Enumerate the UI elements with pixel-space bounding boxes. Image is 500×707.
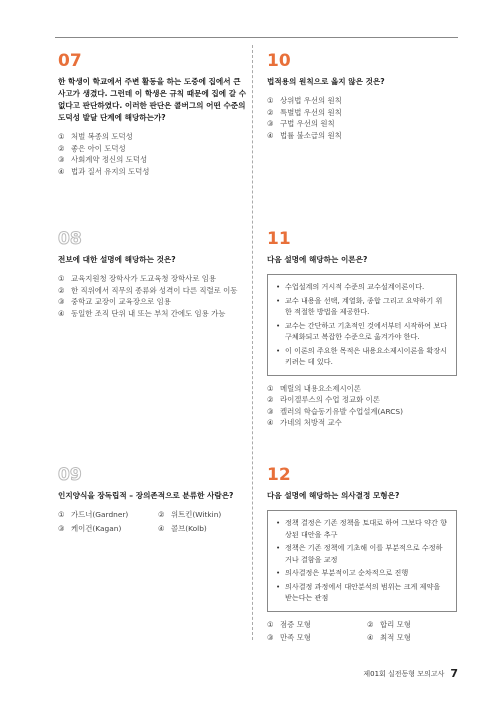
option-1[interactable]: ① 점증 모형: [267, 619, 311, 629]
option-3[interactable]: ③ 켈러의 학습동기유발 수업설계(ARCS): [267, 406, 403, 416]
option-4[interactable]: ④ 법과 질서 유지의 도덕성: [58, 166, 150, 176]
question-stem: 한 학생이 학교에서 주변 활동을 하는 도중에 집에서 큰 사고가 생겼다. 그런데 이 학생은 규칙 때문에 집에 갈 수 없다고 판단하였다. 이러한 판단은 콜버그의 어떤 수준의 도덕성 발달 단계에 해당하는가?: [58, 77, 247, 122]
option-1[interactable]: ① 상위법 우선의 원칙: [267, 96, 342, 105]
option-4[interactable]: ④ 가네의 처방적 교수: [267, 418, 342, 427]
page-footer: [363, 667, 458, 680]
options: [58, 509, 248, 534]
options: [58, 131, 248, 177]
question-number: 12: [267, 465, 291, 485]
bullet-item: • 정책 결정은 기존 정책을 토대로 하여 그보다 약간 향상된 대안을 추구: [276, 518, 447, 539]
option-3[interactable]: ③ 만족 모형: [267, 633, 311, 642]
question-stem: 다음 설명에 해당하는 이론은?: [267, 255, 368, 264]
bullet-item: • 의사결정은 부분적이고 순차적으로 진행: [276, 568, 409, 577]
option-1[interactable]: ① 가드너(Gardner): [58, 510, 129, 519]
question-11: [267, 230, 457, 429]
option-3[interactable]: ③ 구법 우선의 원칙: [267, 119, 335, 128]
option-1[interactable]: ① 교육지원청 장학사가 도교육청 장학사로 임용: [58, 274, 217, 283]
option-2[interactable]: ② 합리 모형: [367, 619, 411, 629]
column-divider: [252, 45, 253, 640]
option-2[interactable]: ② 위트킨(Witkin): [158, 510, 222, 519]
question-stem: 다음 설명에 해당하는 의사결정 모형은?: [267, 491, 400, 500]
question-07: [58, 52, 248, 177]
question-number: 10: [267, 51, 291, 71]
exam-label: 제01회 실전동형 모의고사: [363, 669, 445, 678]
option-2[interactable]: ② 한 직위에서 직무의 종류와 성격이 다른 직렬로 이동: [58, 285, 238, 295]
question-number: 07: [58, 51, 82, 71]
info-box: [267, 510, 457, 612]
question-08: [58, 230, 248, 319]
option-3[interactable]: ③ 중학교 교장이 교육장으로 임용: [58, 297, 171, 306]
question-09: [58, 466, 248, 534]
option-1[interactable]: ① 메릴의 내용요소제시이론: [267, 383, 361, 393]
option-2[interactable]: ② 라이겔루스의 수업 정교화 이론: [267, 395, 380, 404]
question-number: 11: [267, 229, 291, 249]
question-stem: 법적용의 원칙으로 옳지 않은 것은?: [267, 77, 385, 86]
option-4[interactable]: ④ 동일한 조직 단위 내 또는 부처 간에도 임용 가능: [58, 308, 226, 318]
top-rule: [55, 37, 458, 38]
question-10: [267, 52, 457, 141]
option-2[interactable]: ② 특별법 우선의 원칙: [267, 107, 342, 117]
question-stem: 전보에 대한 설명에 해당하는 것은?: [58, 255, 176, 264]
option-4[interactable]: ④ 법률 불소급의 원칙: [267, 130, 342, 140]
option-3[interactable]: ③ 케이건(Kagan): [58, 523, 122, 533]
bullet-item: • 수업설계의 거시적 수준의 교수설계이론이다.: [276, 282, 425, 291]
options: [267, 95, 457, 141]
option-3[interactable]: ③ 사회계약 정신의 도덕성: [58, 155, 148, 164]
page-number: 7: [450, 667, 458, 680]
bullet-item: • 이 이론의 주요한 목적은 내용요소제시이론을 확장시키려는 데 있다.: [276, 345, 448, 366]
option-4[interactable]: ④ 최적 모형: [367, 633, 411, 642]
options: [267, 383, 457, 429]
question-number: 08: [58, 229, 82, 249]
question-stem: 인지양식을 장독립적 – 장의존적으로 분류한 사람은?: [58, 491, 234, 500]
question-number: 09: [58, 465, 82, 485]
bullet-item: • 교수는 간단하고 기초적인 것에서부터 시작하여 보다 구체화되고 복잡한 수준으로 옮겨가야 한다.: [276, 320, 448, 341]
option-4[interactable]: ④ 콜브(Kolb): [158, 523, 207, 533]
option-2[interactable]: ② 좋은 아이 도덕성: [58, 143, 126, 153]
question-12: [267, 466, 457, 644]
bullet-item: • 정책은 기존 정책에 기초해 이를 부분적으로 수정하거나 결함을 교정: [276, 543, 443, 564]
bullet-item: • 교수 내용을 선택, 계열화, 종합 그리고 요약하기 위한 적절한 방법을 제공한다.: [276, 295, 443, 316]
bullet-item: • 의사결정 과정에서 대안분석의 범위는 크게 제약을 받는다는 관점: [276, 581, 441, 602]
info-box: [267, 274, 457, 376]
options: [267, 619, 457, 644]
option-1[interactable]: ① 처벌 복종의 도덕성: [58, 132, 133, 141]
options: [58, 273, 248, 319]
